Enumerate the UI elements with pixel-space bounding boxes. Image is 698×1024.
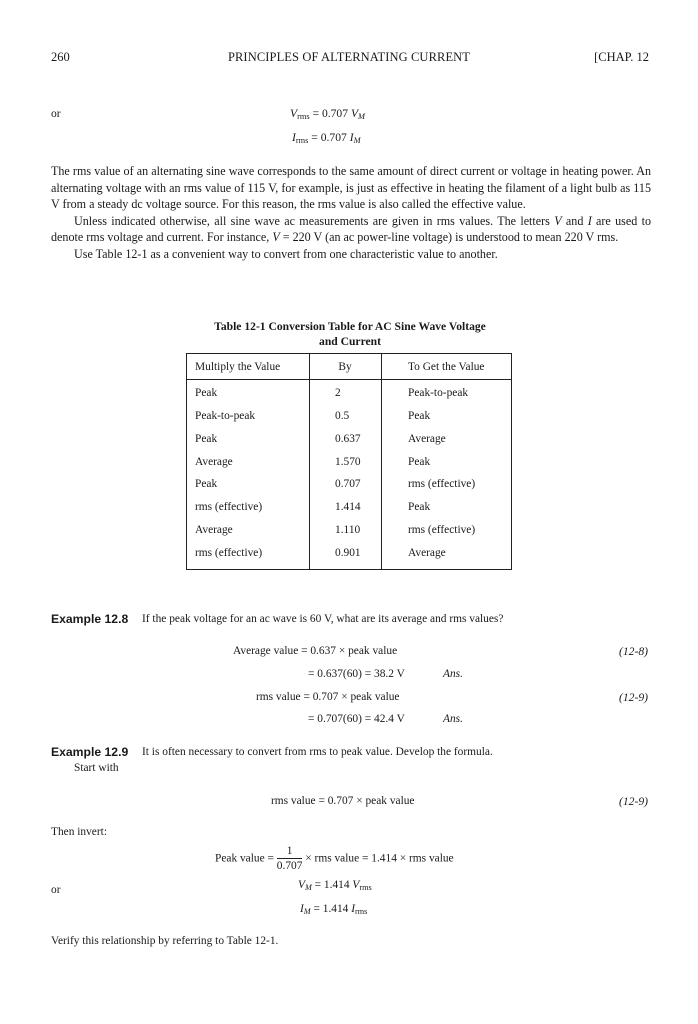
ex128-eq-rms: rms value = 0.707 × peak value	[256, 691, 400, 703]
table-cell: rms (effective)	[195, 501, 263, 513]
table-cell: rms (effective)	[195, 547, 263, 559]
ex128-eqno-2: (12-9)	[619, 691, 648, 704]
start-with-label: Start with	[74, 762, 119, 774]
example-12-9-question: It is often necessary to convert from rms to peak value. Develop the formula.	[142, 746, 493, 758]
or-label-top: or	[51, 107, 61, 120]
table-cell: 1.414	[335, 501, 361, 513]
table-cell: 0.637	[335, 433, 361, 445]
verify-text: Verify this relationship by referring to Table 12-1.	[51, 935, 279, 947]
fraction-1-over-0707: $\frac{1}{0.707}$	[276, 845, 303, 872]
im-equation: $I_M = 1.414$ $I_{rms}$	[300, 903, 368, 917]
table-header-multiply: Multiply the Value	[195, 361, 281, 373]
ex128-ans-2: Ans.	[443, 713, 463, 725]
page-number: 260	[51, 50, 70, 64]
table-cell: rms (effective)	[408, 524, 476, 536]
vrms-equation: $V_{rms} = 0.707$ $V_M$	[290, 107, 365, 122]
table-cell: 1.570	[335, 456, 361, 468]
body-text	[51, 163, 651, 263]
ex128-eq-average: Average value = 0.637 × peak value	[233, 645, 398, 657]
peak-value-equation: Peak value = $\frac{1}{0.707}$ × rms value = 1.414 × rms value	[215, 845, 454, 872]
conversion-table	[186, 353, 512, 570]
ex129-eqno-1: (12-9)	[619, 795, 648, 808]
irms-equation: $I_{rms} = 0.707$ $I_M$	[292, 131, 361, 146]
table-cell: Average	[408, 433, 446, 445]
table-cell: Peak	[195, 433, 218, 445]
table-cell: 1.110	[335, 524, 361, 536]
table-cell: 0.901	[335, 547, 361, 559]
paragraph-rms-definition: The rms value of an alternating sine wave corresponds to the same amount of direct current or voltage in heating power. An alternating voltage with an rms value of 115 V, for example, is just as effective in heating the filament of a light bulb as 115 V from a steady dc voltage source. For this reason, the rms value is also called the effective value.	[51, 164, 651, 212]
table-cell: Average	[195, 524, 233, 536]
table-header-by: By	[338, 361, 352, 373]
table-cell: Peak	[408, 410, 431, 422]
table-cell: 0.707	[335, 478, 361, 490]
or-label-bottom: or	[51, 884, 61, 896]
then-invert-label: Then invert:	[51, 826, 107, 838]
paragraph-table-reference: Use Table 12-1 as a convenient way to convert from one characteristic value to another.	[74, 246, 498, 261]
paragraph-rms-convention: Unless indicated otherwise, all sine wave ac measurements are given in rms values. The letters V and I are used to denote rms voltage and current. For instance, V = 220 V (an ac power-line voltage) is understood to mean 220 V rms.	[51, 213, 651, 245]
example-12-8-label: Example 12.8	[51, 612, 129, 626]
vm-equation: $V_M = 1.414$ $V_{rms}$	[298, 879, 372, 893]
running-title: PRINCIPLES OF ALTERNATING CURRENT	[227, 50, 471, 64]
table-cell: Peak-to-peak	[195, 410, 256, 422]
ex128-eq-rms-result: = 0.707(60) = 42.4 V	[308, 713, 405, 725]
example-12-9-label: Example 12.9	[51, 745, 129, 759]
table-cell: Peak	[195, 387, 218, 399]
table-cell: Peak	[408, 501, 431, 513]
table-cell: Peak	[408, 456, 431, 468]
ex128-eq-average-result: = 0.637(60) = 38.2 V	[308, 668, 405, 680]
table-cell: Average	[408, 547, 446, 559]
example-12-8-question: If the peak voltage for an ac wave is 60 V, what are its average and rms values?	[142, 613, 504, 625]
chapter-label: [CHAP. 12	[594, 50, 649, 64]
table-cell: 0.5	[335, 410, 350, 422]
ex129-eq-rms: rms value = 0.707 × peak value	[271, 795, 415, 807]
ex128-eqno-1: (12-8)	[619, 645, 648, 658]
table-cell: Average	[195, 456, 233, 468]
table-cell: Peak-to-peak	[408, 387, 469, 399]
table-header-result: To Get the Value	[408, 361, 485, 373]
table-cell: Peak	[195, 478, 218, 490]
table-caption: Table 12-1 Conversion Table for AC Sine Wave Voltage and Current	[214, 320, 486, 348]
table-cell: 2	[335, 387, 341, 399]
ex128-ans-1: Ans.	[443, 668, 463, 680]
table-cell: rms (effective)	[408, 478, 476, 490]
